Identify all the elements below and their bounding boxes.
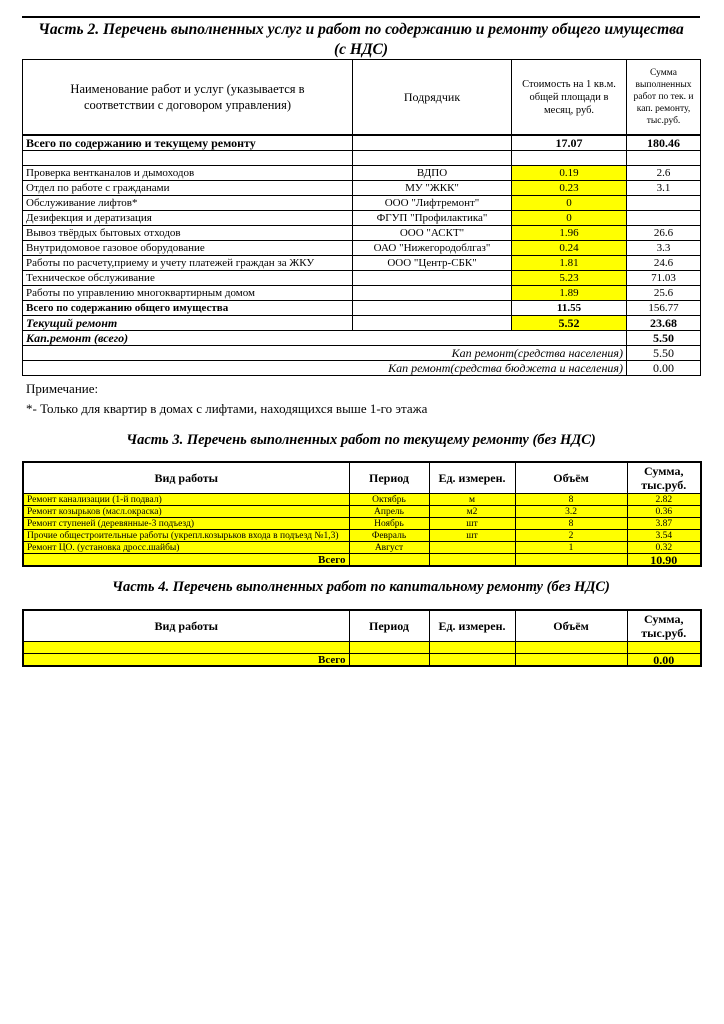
service-sum	[627, 196, 701, 211]
current-repair-label: Текущий ремонт	[23, 316, 353, 331]
service-name: Проверка вентканалов и дымоходов	[23, 166, 353, 181]
part3-table	[22, 461, 702, 567]
part3-volume: 1	[515, 542, 627, 554]
cap-repair-pop-row	[23, 346, 701, 361]
part3-volume: 3.2	[515, 506, 627, 518]
part4-header-work: Вид работы	[23, 610, 349, 642]
part3-total-cell	[429, 554, 515, 567]
part3-unit: шт	[429, 530, 515, 542]
part3-work: Прочие общестроительные работы (укрепл.козырьков входа в подъезд №1,3)	[23, 530, 349, 542]
part3-row	[23, 542, 701, 554]
part3-period: Октябрь	[349, 494, 429, 506]
part4-header-row	[23, 610, 701, 642]
total-common-label: Всего по содержанию общего имущества	[23, 301, 353, 316]
part3-period: Ноябрь	[349, 518, 429, 530]
part4-total-cell	[515, 654, 627, 667]
part4-cell	[429, 642, 515, 654]
header-name: Наименование работ и услуг (указывается в соответствии с договором управления)	[23, 60, 353, 136]
total-maintenance-contractor	[353, 135, 512, 151]
part3-total-cell	[515, 554, 627, 567]
header-contractor: Подрядчик	[353, 60, 512, 136]
part3-volume: 2	[515, 530, 627, 542]
spacer-cell	[23, 151, 353, 166]
part3-total-cell	[349, 554, 429, 567]
part3-header-work: Вид работы	[23, 462, 349, 494]
cap-repair-row	[23, 331, 701, 346]
service-cost: 0	[512, 196, 627, 211]
part3-total-label: Всего	[23, 554, 349, 567]
service-cost: 1.96	[512, 226, 627, 241]
service-row	[23, 286, 701, 301]
service-contractor: ОАО "Нижегородоблгаз"	[353, 241, 512, 256]
part4-title: Часть 4. Перечень выполненных работ по капитальному ремонту (без НДС)	[112, 579, 610, 595]
part3-period: Февраль	[349, 530, 429, 542]
part4-total-cell	[349, 654, 429, 667]
service-cost: 0.24	[512, 241, 627, 256]
service-contractor: ООО "АСКТ"	[353, 226, 512, 241]
service-contractor: ООО "Центр-СБК"	[353, 256, 512, 271]
service-row	[23, 181, 701, 196]
top-rule	[22, 16, 700, 18]
cap-repair-pop-sum: 5.50	[627, 346, 701, 361]
part4-cell	[515, 642, 627, 654]
part3-title: Часть 3. Перечень выполненных работ по текущему ремонту (без НДС)	[126, 432, 596, 448]
current-repair-cost: 5.52	[512, 316, 627, 331]
part3-total-sum: 10.90	[627, 554, 701, 567]
service-row	[23, 166, 701, 181]
part3-header-unit: Ед. измерен.	[429, 462, 515, 494]
part4-total-row	[23, 654, 701, 667]
service-sum: 71.03	[627, 271, 701, 286]
part2-header-row	[23, 60, 701, 136]
part3-unit	[429, 542, 515, 554]
part3-row	[23, 530, 701, 542]
part4-total-cell	[429, 654, 515, 667]
service-name: Работы по расчету,приему и учету платежей граждан за ЖКУ	[23, 256, 353, 271]
service-row	[23, 211, 701, 226]
service-row	[23, 196, 701, 211]
cap-repair-label: Кап.ремонт (всего)	[23, 331, 353, 346]
service-row	[23, 256, 701, 271]
service-name: Отдел по работе с гражданами	[23, 181, 353, 196]
service-cost: 1.81	[512, 256, 627, 271]
part2-title	[20, 20, 702, 60]
service-sum	[627, 211, 701, 226]
cap-repair-pop-label: Кап ремонт(средства населения)	[23, 346, 627, 361]
service-name: Дезифекция и дератизация	[23, 211, 353, 226]
service-contractor: ФГУП "Профилактика"	[353, 211, 512, 226]
part3-volume: 8	[515, 494, 627, 506]
part4-total-sum: 0.00	[627, 654, 701, 667]
service-row	[23, 241, 701, 256]
service-cost: 5.23	[512, 271, 627, 286]
service-name: Вывоз твёрдых бытовых отходов	[23, 226, 353, 241]
current-repair-row	[23, 316, 701, 331]
header-cost: Стоимость на 1 кв.м. общей площади в месяц, руб.	[512, 60, 627, 136]
header-sum: Сумма выполненных работ по тек. и кап. ремонту, тыс.руб.	[627, 60, 701, 136]
part3-period: Август	[349, 542, 429, 554]
service-cost: 0	[512, 211, 627, 226]
cap-repair-budget-sum: 0.00	[627, 361, 701, 376]
service-sum: 2.6	[627, 166, 701, 181]
cap-repair-sum: 5.50	[627, 331, 701, 346]
part4-cell	[349, 642, 429, 654]
part3-sum: 3.54	[627, 530, 701, 542]
total-maintenance-cost: 17.07	[512, 135, 627, 151]
service-row	[23, 226, 701, 241]
part3-header-row	[23, 462, 701, 494]
service-cost: 1.89	[512, 286, 627, 301]
service-contractor: ООО "Лифтремонт"	[353, 196, 512, 211]
cap-repair-budget-label: Кап ремонт(средства бюджета и населения)	[23, 361, 627, 376]
part3-volume: 8	[515, 518, 627, 530]
service-name: Внутридомовое газовое оборудование	[23, 241, 353, 256]
part3-work: Ремонт ЦО. (установка дросс.шайбы)	[23, 542, 349, 554]
service-contractor	[353, 286, 512, 301]
service-contractor: МУ "ЖКК"	[353, 181, 512, 196]
part3-unit: м2	[429, 506, 515, 518]
part4-cell	[23, 642, 349, 654]
part3-work: Ремонт ступеней (деревянные-3 подъезд)	[23, 518, 349, 530]
current-repair-sum: 23.68	[627, 316, 701, 331]
part3-row	[23, 506, 701, 518]
part4-header-period: Период	[349, 610, 429, 642]
cap-repair-budget-row	[23, 361, 701, 376]
cap-repair-contractor	[353, 331, 512, 346]
part3-unit: м	[429, 494, 515, 506]
part3-work: Ремонт канализации (1-й подвал)	[23, 494, 349, 506]
spacer-row	[23, 151, 701, 166]
total-maintenance-label: Всего по содержанию и текущему ремонту	[23, 135, 353, 151]
part4-table	[22, 609, 702, 667]
service-row	[23, 271, 701, 286]
spacer-cell	[512, 151, 627, 166]
service-cost: 0.19	[512, 166, 627, 181]
service-sum: 25.6	[627, 286, 701, 301]
part3-row	[23, 494, 701, 506]
service-sum: 3.3	[627, 241, 701, 256]
part3-work: Ремонт козырьков (масл.окраска)	[23, 506, 349, 518]
part3-header-period: Период	[349, 462, 429, 494]
note-title: Примечание:	[26, 381, 99, 396]
part2-table	[22, 59, 701, 376]
total-common-row	[23, 301, 701, 316]
part2-title-line2: (с НДС)	[333, 41, 389, 58]
service-contractor	[353, 271, 512, 286]
part3-period: Апрель	[349, 506, 429, 518]
service-name: Работы по управлению многоквартирным домом	[23, 286, 353, 301]
part4-total-label: Всего	[23, 654, 349, 667]
part3-sum: 0.32	[627, 542, 701, 554]
part3-sum: 2.82	[627, 494, 701, 506]
part3-unit: шт	[429, 518, 515, 530]
part3-header-volume: Объём	[515, 462, 627, 494]
service-name: Техническое обслуживание	[23, 271, 353, 286]
part4-header-unit: Ед. измерен.	[429, 610, 515, 642]
total-maintenance-row	[23, 135, 701, 151]
service-sum: 24.6	[627, 256, 701, 271]
part3-sum: 0.36	[627, 506, 701, 518]
service-sum: 26.6	[627, 226, 701, 241]
part4-cell	[627, 642, 701, 654]
part3-header-sum: Сумма, тыс.руб.	[627, 462, 701, 494]
total-common-cost: 11.55	[512, 301, 627, 316]
part4-header-volume: Объём	[515, 610, 627, 642]
total-common-contractor	[353, 301, 512, 316]
note-text: *- Только для квартир в домах с лифтами, находящихся выше 1-го этажа	[26, 401, 428, 416]
current-repair-contractor	[353, 316, 512, 331]
part2-title-line1: Часть 2. Перечень выполненных услуг и работ по содержанию и ремонту общего имущества	[38, 21, 684, 38]
part4-header-sum: Сумма, тыс.руб.	[627, 610, 701, 642]
part3-total-row	[23, 554, 701, 567]
service-contractor: ВДПО	[353, 166, 512, 181]
part3-row	[23, 518, 701, 530]
part3-sum: 3.87	[627, 518, 701, 530]
spacer-cell	[353, 151, 512, 166]
service-sum: 3.1	[627, 181, 701, 196]
spacer-cell	[627, 151, 701, 166]
service-cost: 0.23	[512, 181, 627, 196]
service-name: Обслуживание лифтов*	[23, 196, 353, 211]
part4-row	[23, 642, 701, 654]
total-common-sum: 156.77	[627, 301, 701, 316]
total-maintenance-sum: 180.46	[627, 135, 701, 151]
cap-repair-cost	[512, 331, 627, 346]
